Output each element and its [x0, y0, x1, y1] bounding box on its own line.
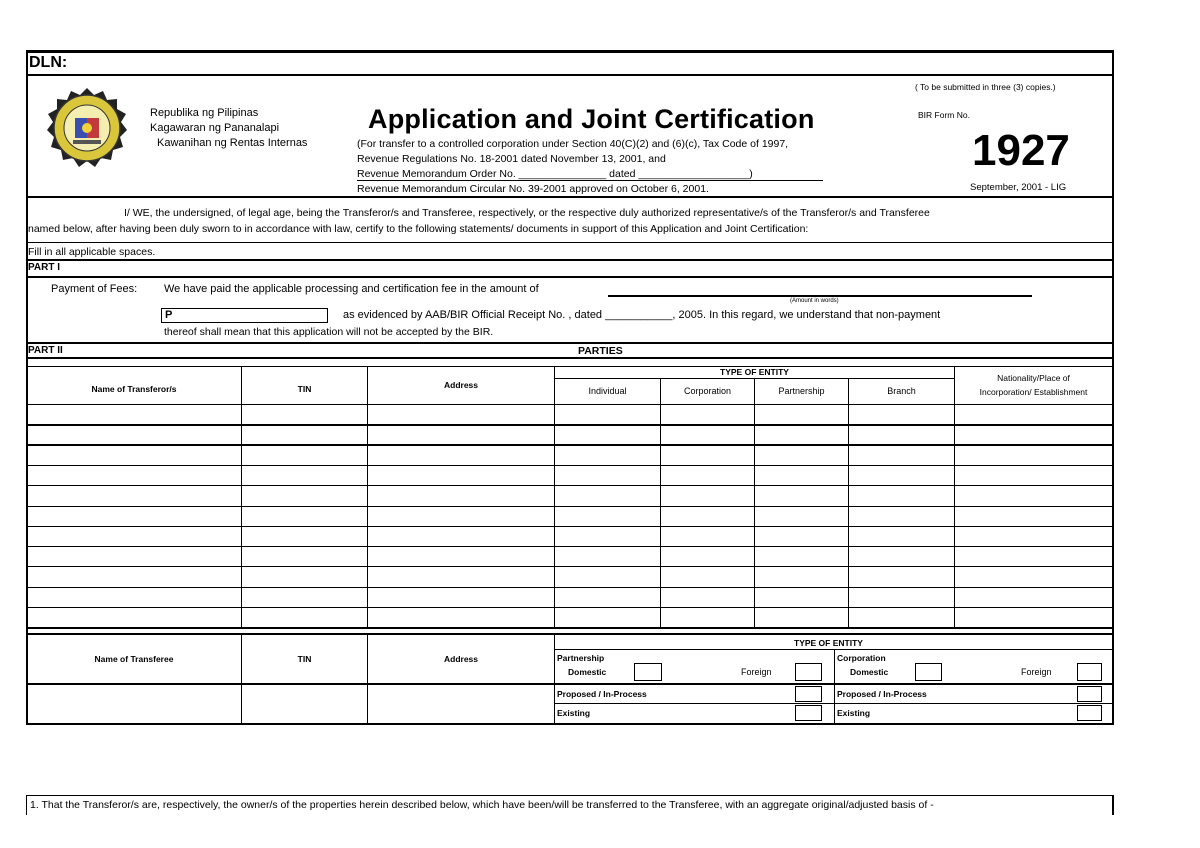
amount-words-caption: (Amount in words): [790, 298, 839, 304]
header-nationality-2: Incorporation/ Establishment: [979, 387, 1088, 397]
form-title: Application and Joint Certification: [368, 104, 815, 134]
payment-text: We have paid the applicable processing and certification fee in the amount of: [164, 283, 539, 295]
part2-label: PART II: [28, 345, 63, 356]
corporation-domestic-checkbox[interactable]: [915, 663, 942, 681]
corporation-foreign-checkbox[interactable]: [1077, 663, 1102, 681]
amount-prefix: P: [165, 309, 173, 321]
col-branch-divider: [848, 378, 849, 628]
frame-top: [26, 50, 1114, 53]
partnership-proposed-label: Proposed / In-Process: [557, 689, 647, 699]
payment-label: Payment of Fees:: [51, 283, 138, 295]
table-row[interactable]: [26, 485, 1114, 486]
partnership-proposed-checkbox[interactable]: [795, 686, 822, 702]
partnership-domestic-checkbox[interactable]: [634, 663, 662, 681]
transferor-header-rule: [26, 404, 1114, 405]
header-individual: Individual: [588, 386, 627, 396]
transferee-header-rule: [26, 683, 1114, 685]
dln-label: DLN:: [29, 54, 68, 71]
table-row[interactable]: [26, 526, 1114, 527]
part2-top-rule: [26, 342, 1114, 344]
transferee-existing-rule: [554, 703, 1114, 704]
corporation-existing-label: Existing: [837, 708, 871, 718]
agency-line-3: Kawanihan ng Rentas Internas: [157, 137, 308, 149]
partnership-foreign-checkbox[interactable]: [795, 663, 822, 681]
header-transferor-address: Address: [443, 380, 478, 390]
declaration-line-2: named below, after having been duly sworn to in accordance with law, certify to the following statements/ documents in support of this Application and Joint Certification:: [28, 223, 809, 235]
part1-label: PART I: [28, 262, 61, 273]
header-transferor-name: Name of Transferor/s: [91, 384, 177, 394]
header-nationality-1: Nationality/Place of: [997, 373, 1070, 383]
transferee-corporation-label: Corporation: [837, 653, 886, 663]
transferee-top-rule: [26, 633, 1114, 635]
header-transferee-name: Name of Transferee: [94, 654, 174, 664]
partnership-existing-label: Existing: [557, 708, 591, 718]
partnership-existing-checkbox[interactable]: [795, 705, 822, 721]
statement-1: 1. That the Transferor/s are, respectively, the owner/s of the properties herein described below, which have been/will be transferred to the Transferee, with an aggregate original/adjusted basis of -: [30, 799, 934, 811]
statement1-right-rule: [1112, 795, 1114, 815]
statement1-top-rule: [26, 795, 1114, 796]
table-row[interactable]: [26, 506, 1114, 507]
transferee-partnership-domestic-label: Domestic: [568, 667, 607, 677]
form-version: September, 2001 - LIG: [970, 182, 1067, 193]
part1-rule: [26, 276, 1114, 278]
transferee-corporation-domestic-label: Domestic: [850, 667, 889, 677]
parties-label: PARTIES: [578, 345, 623, 357]
table-row[interactable]: [26, 607, 1114, 608]
table-row[interactable]: [26, 587, 1114, 588]
copies-note: ( To be submitted in three (3) copies.): [915, 82, 1056, 92]
header-partnership: Partnership: [778, 386, 825, 396]
transferee-entity-divider: [554, 634, 555, 725]
fill-note: Fill in all applicable spaces.: [28, 246, 156, 258]
frame-right: [1112, 50, 1114, 725]
transferee-entity-rule: [554, 649, 1114, 650]
receipt-text: as evidenced by AAB/BIR Official Receipt No. , dated ___________, 2005. In this regard, we understand that non-payment: [343, 309, 941, 321]
header-transferor-tin: TIN: [297, 384, 312, 394]
header-transferee-type-of-entity: TYPE OF ENTITY: [794, 638, 863, 648]
header-rule: [26, 196, 1114, 198]
subtitle-line-2: Revenue Regulations No. 18-2001 dated November 13, 2001, and: [357, 153, 666, 165]
transferee-partnership-label: Partnership: [557, 653, 605, 663]
header-corporation: Corporation: [683, 386, 732, 396]
table-row[interactable]: [26, 424, 1114, 426]
corporation-existing-checkbox[interactable]: [1077, 705, 1102, 721]
fill-rule: [26, 259, 1114, 261]
amount-words-line[interactable]: [608, 295, 1032, 297]
transferee-corporation-foreign-label: Foreign: [1021, 667, 1052, 677]
table-row[interactable]: [26, 546, 1114, 547]
part2-bottom-rule: [26, 357, 1114, 359]
agency-line-2: Kagawaran ng Pananalapi: [150, 122, 280, 134]
form-no-label: BIR Form No.: [918, 110, 970, 120]
subtitle-line-3: Revenue Memorandum Order No. _______________ dated ___________________): [357, 168, 753, 180]
bir-seal-logo: [45, 86, 129, 170]
header-transferee-address: Address: [443, 654, 478, 664]
form-number: 1927: [972, 126, 1070, 175]
col-tin-divider: [241, 366, 242, 628]
table-row[interactable]: [26, 566, 1114, 567]
corporation-proposed-label: Proposed / In-Process: [837, 689, 927, 699]
col-nationality-divider: [954, 366, 955, 628]
declaration-rule: [26, 242, 1114, 243]
header-transferee-tin: TIN: [297, 654, 312, 664]
subtitle-line-4: Revenue Memorandum Circular No. 39-2001 approved on October 6, 2001.: [357, 183, 709, 195]
col-partnership-divider: [754, 378, 755, 628]
corporation-proposed-checkbox[interactable]: [1077, 686, 1102, 702]
header-type-of-entity: TYPE OF ENTITY: [720, 367, 789, 377]
col-corporation-divider: [660, 378, 661, 628]
subtitle-rule: [357, 180, 823, 181]
table-row[interactable]: [26, 465, 1114, 466]
subtitle-line-1: (For transfer to a controlled corporation under Section 40(C)(2) and (6)(c), Tax Code of 1997,: [357, 138, 789, 150]
transferee-bottom-rule: [26, 723, 1114, 725]
declaration-line-1: I/ WE, the undersigned, of legal age, being the Transferor/s and Transferee, respectively, or the respective duly authorized representative/s of the Transferor/s and Transferee: [124, 207, 930, 219]
nonpayment-text: thereof shall mean that this application will not be accepted by the BIR.: [164, 326, 494, 338]
transferee-address-divider: [367, 634, 368, 725]
amount-field[interactable]: [161, 308, 328, 323]
statement1-left-rule: [26, 795, 27, 815]
header-branch: Branch: [887, 386, 916, 396]
transferee-corp-divider: [834, 649, 835, 725]
agency-line-1: Republika ng Pilipinas: [150, 107, 259, 119]
transferee-partnership-foreign-label: Foreign: [741, 667, 772, 677]
transferor-bottom-rule: [26, 627, 1114, 629]
col-address-divider: [367, 366, 368, 628]
col-entity-divider: [554, 366, 555, 628]
dln-rule: [26, 74, 1114, 76]
transferee-tin-divider: [241, 634, 242, 725]
table-row[interactable]: [26, 444, 1114, 446]
